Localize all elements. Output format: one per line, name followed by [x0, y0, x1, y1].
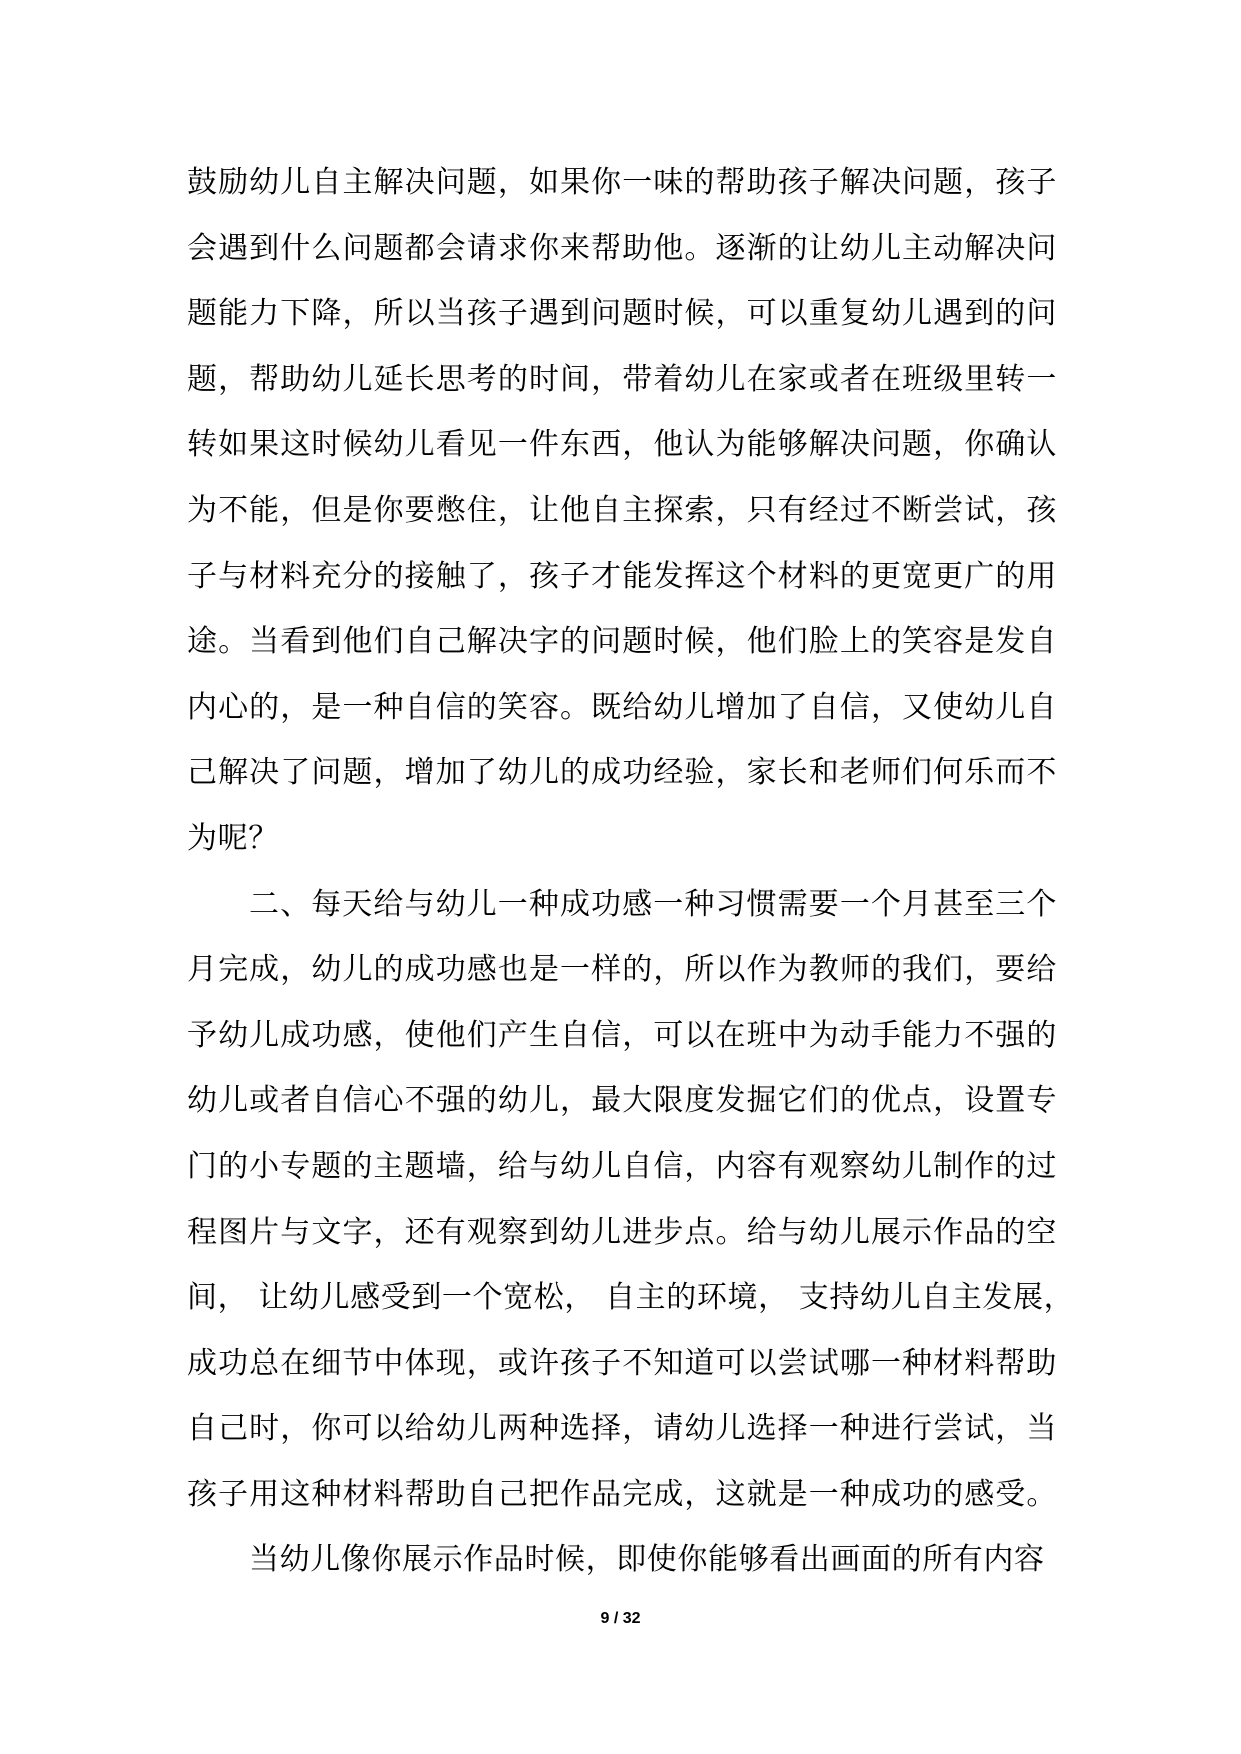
text-line: 孩子用这种材料帮助自己把作品完成，这就是一种成功的感受。: [187, 1476, 1057, 1512]
body-text: [187, 150, 1075, 1593]
text-line: 间， 让幼儿感受到一个宽松， 自主的环境， 支持幼儿自主发展，: [187, 1280, 1075, 1316]
text-line: 为呢？: [187, 820, 279, 856]
text-line: 月完成，幼儿的成功感也是一样的，所以作为教师的我们，要给: [187, 952, 1057, 988]
text-line: 幼儿或者自信心不强的幼儿，最大限度发掘它们的优点，设置专: [187, 1083, 1057, 1119]
text-line: 题能力下降，所以当孩子遇到问题时候，可以重复幼儿遇到的问: [187, 296, 1057, 332]
text-line: 内心的，是一种自信的笑容。既给幼儿增加了自信，又使幼儿自: [187, 689, 1057, 725]
text-line: 题，帮助幼儿延长思考的时间，带着幼儿在家或者在班级里转一: [187, 361, 1057, 397]
paragraph-start-line: 当幼儿像你展示作品时候，即使你能够看出画面的所有内容: [249, 1542, 1045, 1578]
text-line: 途。当看到他们自己解决字的问题时候，他们脸上的笑容是发自: [187, 624, 1057, 660]
text-line: 成功总在细节中体现，或许孩子不知道可以尝试哪一种材料帮助: [187, 1345, 1057, 1381]
text-line: 会遇到什么问题都会请求你来帮助他。逐渐的让幼儿主动解决问: [187, 230, 1057, 266]
text-line: 鼓励幼儿自主解决问题，如果你一味的帮助孩子解决问题，孩子: [187, 165, 1057, 200]
page-number: 9 / 32: [600, 1610, 641, 1627]
text-line: 予幼儿成功感，使他们产生自信，可以在班中为动手能力不强的: [187, 1017, 1057, 1053]
text-line: 自己时，你可以给幼儿两种选择，请幼儿选择一种进行尝试，当: [187, 1411, 1057, 1447]
text-line: 转如果这时候幼儿看见一件东西，他认为能够解决问题，你确认: [187, 427, 1057, 463]
paragraph-start-line: 二、每天给与幼儿一种成功感一种习惯需要一个月甚至三个: [249, 886, 1057, 922]
text-line: 程图片与文字，还有观察到幼儿进步点。给与幼儿展示作品的空: [187, 1214, 1057, 1250]
text-line: 为不能，但是你要憋住，让他自主探索，只有经过不断尝试，孩: [187, 492, 1057, 528]
text-line: 门的小专题的主题墙，给与幼儿自信，内容有观察幼儿制作的过: [187, 1148, 1057, 1184]
text-line: 己解决了问题，增加了幼儿的成功经验，家长和老师们何乐而不: [187, 755, 1057, 791]
text-line: 子与材料充分的接触了，孩子才能发挥这个材料的更宽更广的用: [187, 558, 1057, 594]
